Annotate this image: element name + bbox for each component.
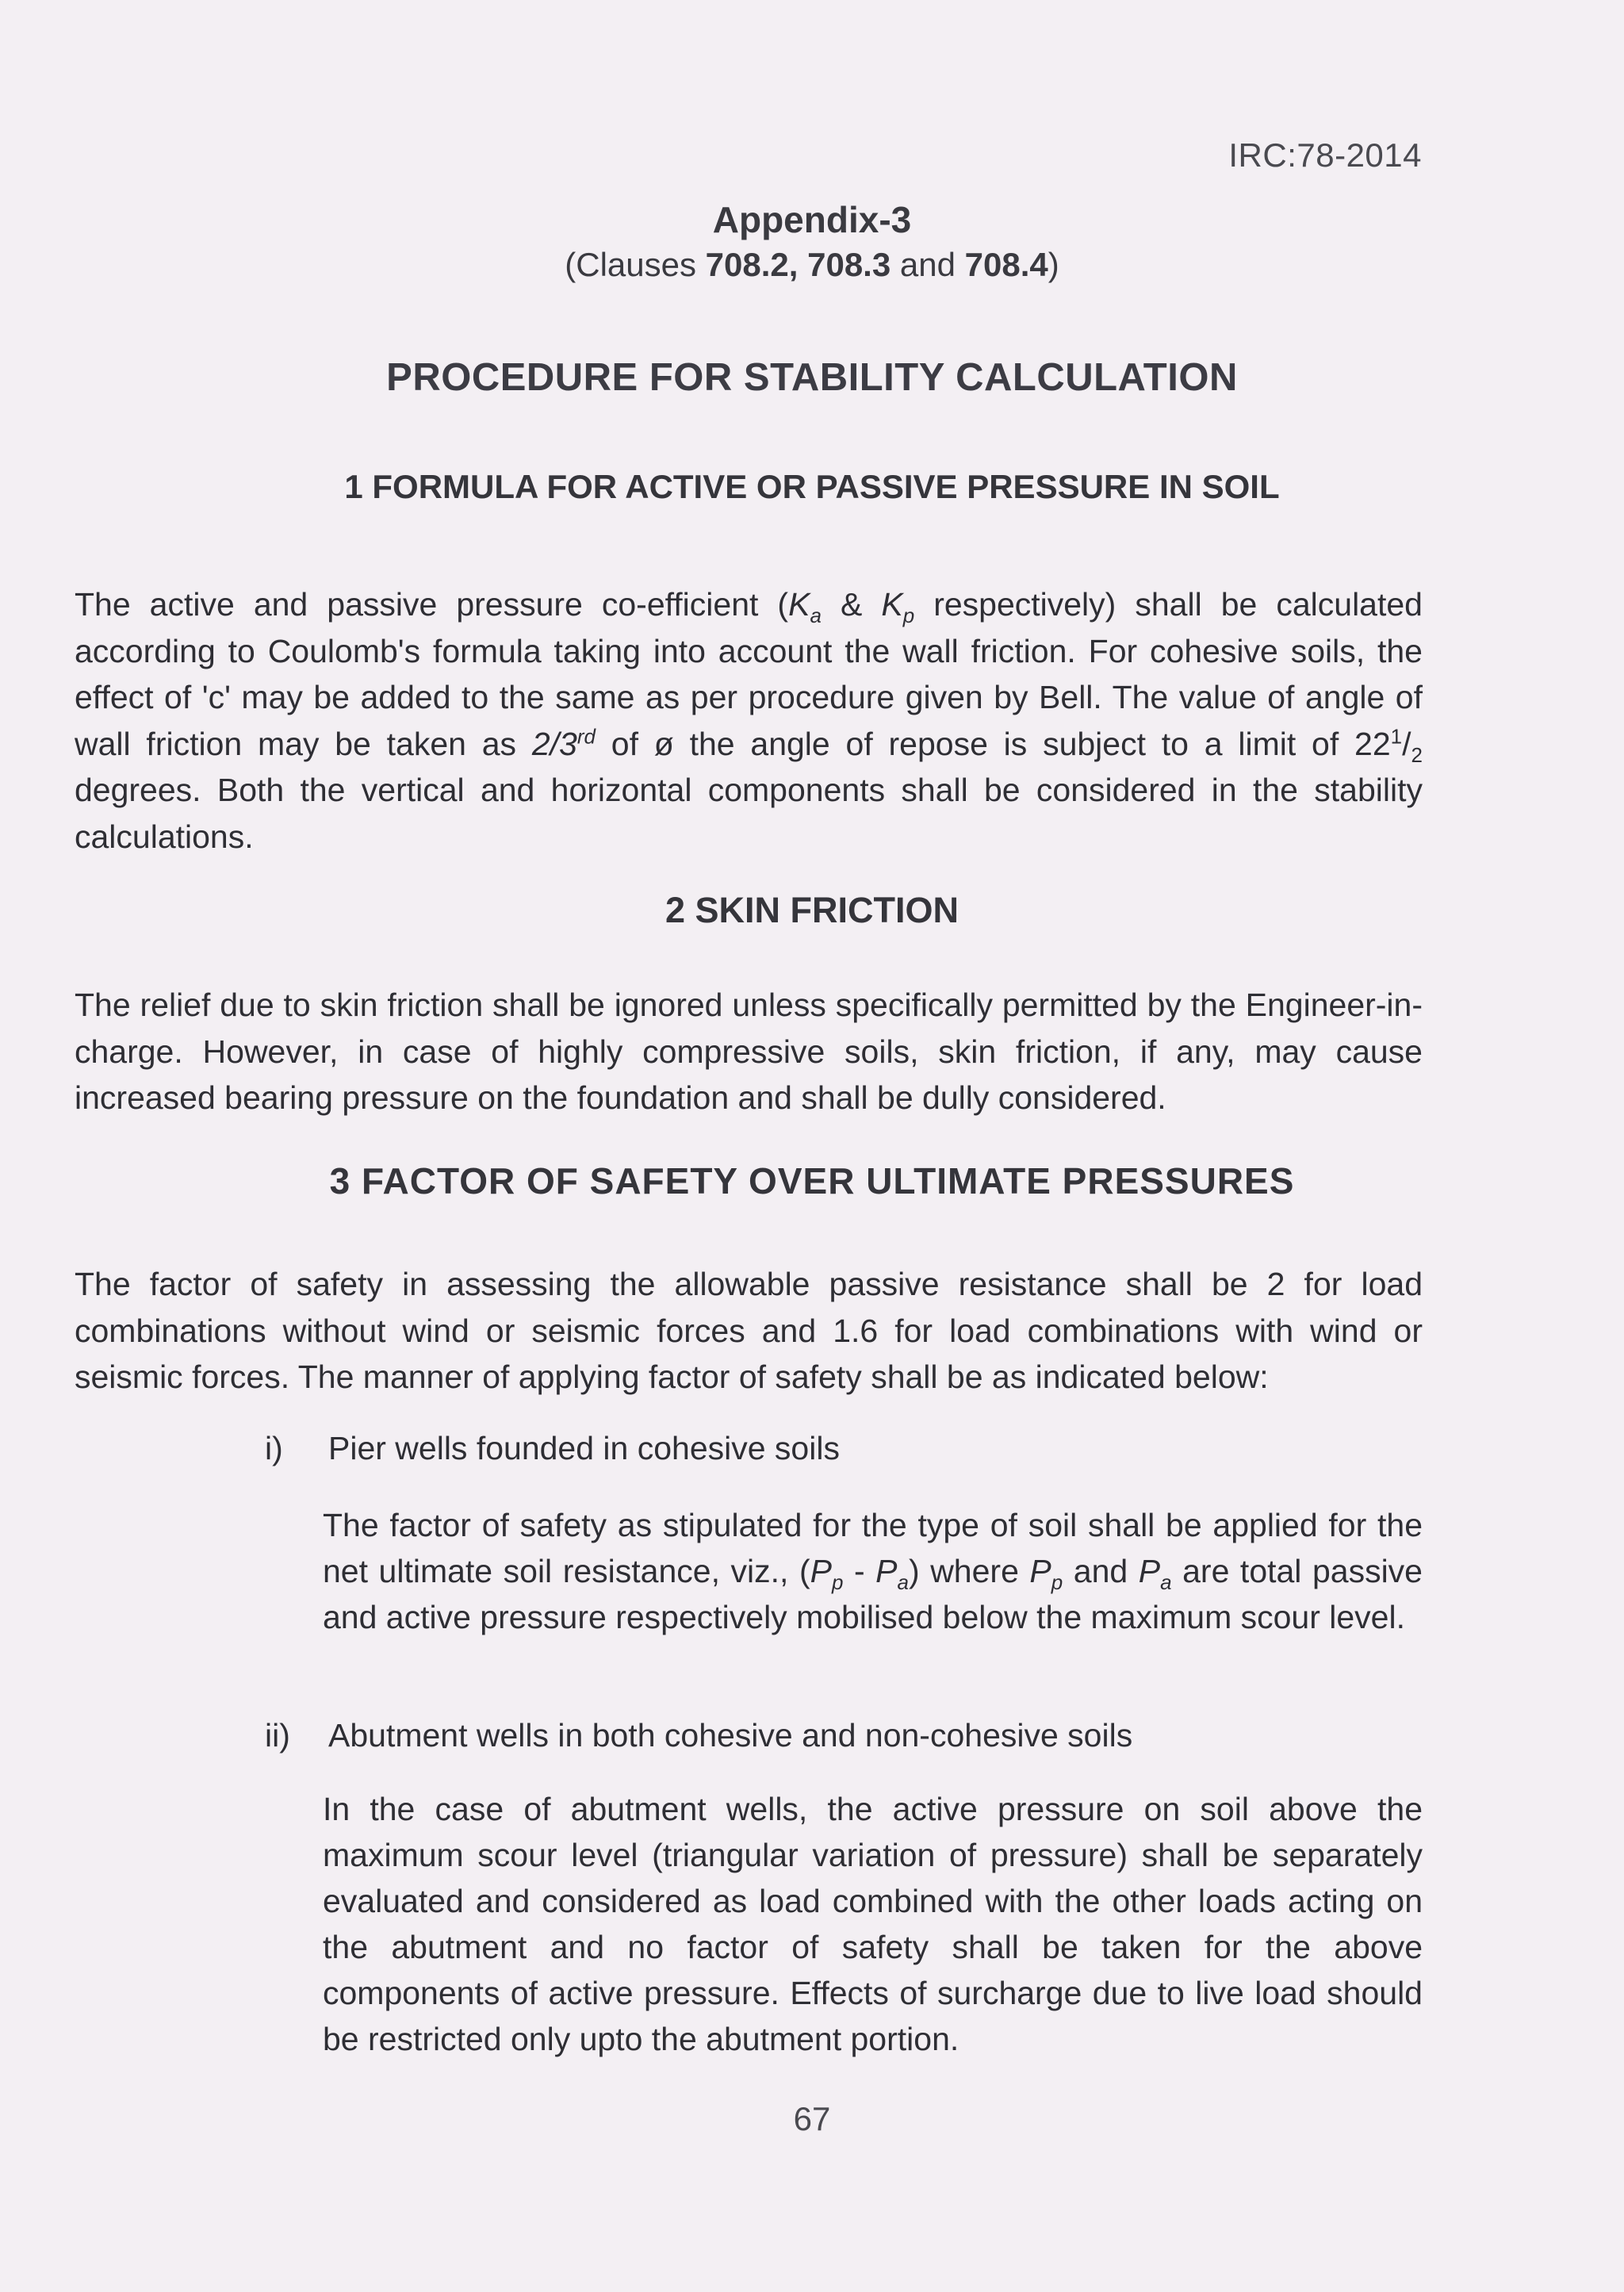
document-code: IRC:78-2014: [1228, 136, 1422, 174]
section-1-paragraph: The active and passive pressure co-efficient ($K_a$ & $K_p$ respectively) shall be calculated according to Coulomb's formula taking into account the wall friction. For cohesive soils, the effect of 'c' may be added to the same as per procedure given by Bell. The value of angle of wall friction may be taken as 2/3rd of ø the angle of repose is subject to a limit of $22^1/_2$ degrees. Both the vertical and horizontal components shall be considered in the stability calculations.: [75, 586, 1423, 855]
page-number: 67: [793, 2100, 831, 2137]
section-heading-formula: 1 FORMULA FOR ACTIVE OR PASSIVE PRESSURE IN SOIL: [344, 468, 1280, 505]
list-item-paragraph: The factor of safety as stipulated for the type of soil shall be applied for the net ultimate soil resistance, viz., $(P_p - P_a)$ where $P_p$ and $P_a$ are total passive and active pressure respectively mobilised below the maximum scour level.: [323, 1507, 1423, 1635]
section-2-paragraph: The relief due to skin friction shall be ignored unless specifically permitted by the Engineer-in-charge. However, in case of highly compressive soils, skin friction, if any, may cause increased bearing pressure on the foundation and shall be dully considered.: [75, 987, 1423, 1116]
page-title: PROCEDURE FOR STABILITY CALCULATION: [386, 356, 1238, 399]
section-heading-skin-friction: 2 SKIN FRICTION: [665, 890, 959, 930]
list-item-heading: [265, 1430, 840, 1467]
section-3-paragraph: The factor of safety in assessing the allowable passive resistance shall be 2 for load combinations without wind or seismic forces and 1.6 for load combinations with wind or seismic forces. The manner of applying factor of safety shall be as indicated below:: [75, 1266, 1423, 1395]
list-item-paragraph: In the case of abutment wells, the active pressure on soil above the maximum scour level (triangular variation of pressure) shall be separately evaluated and considered as load combined with the other loads acting on the abutment and no factor of safety shall be taken for the above components of active pressure. Effects of surcharge due to live load should be restricted only upto the abutment portion.: [323, 1791, 1423, 2057]
clauses-reference: (Clauses 708.2, 708.3 and 708.4): [565, 246, 1059, 283]
list-item-number: i): [265, 1430, 283, 1466]
section-heading-factor-of-safety: 3 FACTOR OF SAFETY OVER ULTIMATE PRESSURES: [329, 1160, 1295, 1202]
list-item-number: ii): [265, 1717, 290, 1753]
list-item-title: Pier wells founded in cohesive soils: [328, 1430, 840, 1466]
appendix-title: Appendix-3: [712, 199, 912, 240]
list-item-title: Abutment wells in both cohesive and non-cohesive soils: [328, 1717, 1133, 1753]
list-item-heading: [265, 1717, 1132, 1754]
